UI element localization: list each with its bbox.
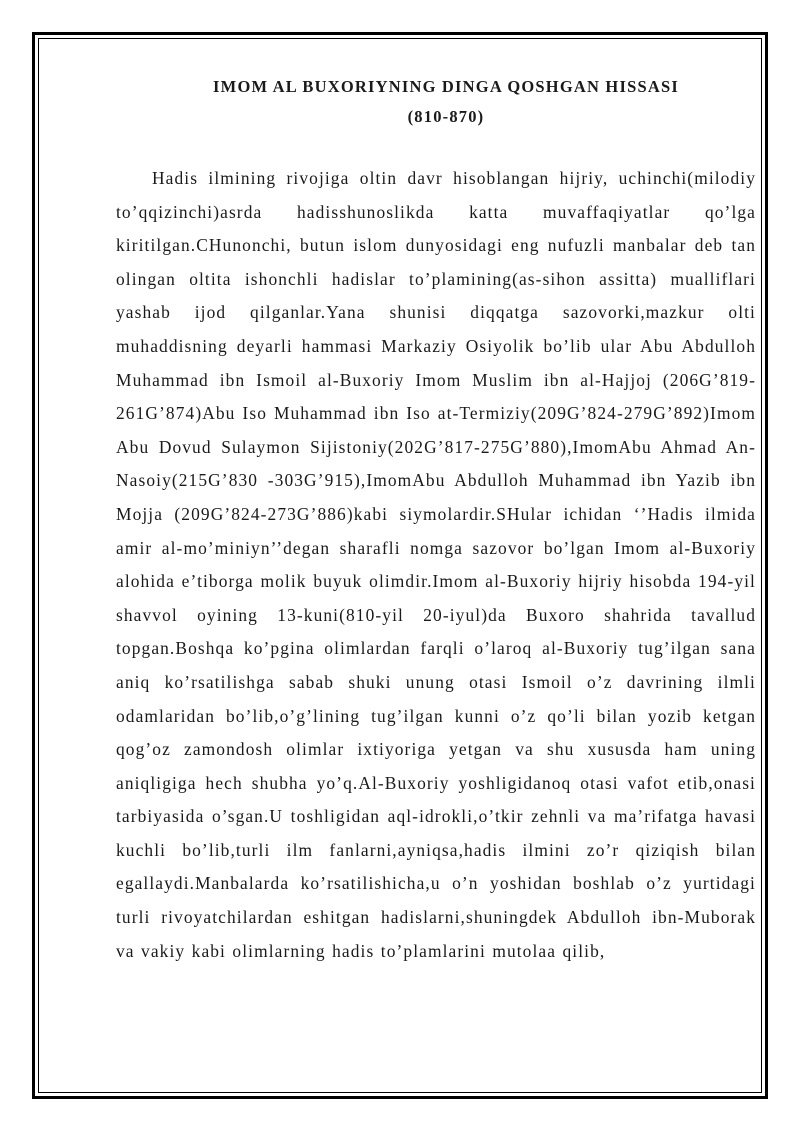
document-subtitle: (810-870) [407, 107, 485, 126]
document-body [116, 72, 756, 968]
document-paragraph: Hadis ilmining rivojiga oltin davr hisoblangan hijriy, uchinchi(milodiy to’qqizinchi)asrda hadisshunoslikda katta muvaffaqiyatlar qo’lga kiritilgan.CHunonchi, butun islom dunyosidagi eng nufuzli manbalar deb tan olingan oltita ishonchli hadislar to’plamining(as-sihon assitta) mualliflari yashab ijod qilganlar.Yana shunisi diqqatga sazovorki,mazkur olti muhaddisning deyarli hammasi Markaziy Osiyolik bo’lib ular Abu Abdulloh Muhammad ibn Ismoil al-Buxoriy Imom Muslim ibn al-Hajjoj (206G’819-261G’874)Abu Iso Muhammad ibn Iso at-Termiziy(209G’824-279G’892)Imom Abu Dovud Sulaymon Sijistoniy(202G’817-275G’880),ImomAbu Ahmad An-Nasoiy(215G’830 -303G’915),ImomAbu Abdulloh Muhammad ibn Yazib ibn Mojja (209G’824-273G’886)kabi siymolardir.SHular ichidan ‘’Hadis ilmida amir al-mo’miniyn’’degan sharafli nomga sazovor bo’lgan Imom al-Buxoriy alohida e’tiborga molik buyuk olimdir.Imom al-Buxoriy hijriy hisobda 194-yil shavvol oyining 13-kuni(810-yil 20-iyul)da Buxoro shahrida tavallud topgan.Boshqa ko’pgina olimlardan farqli o’laroq al-Buxoriy tug’ilgan sana aniq ko’rsatilishga sabab shuki unung otasi Ismoil o’z davrining ilmli odamlaridan bo’lib,o’g’lining tug’ilgan kunni o’z qo’li bilan yozib ketgan qog’oz zamondosh olimlar ixtiyoriga yetgan va shu xususda ham uning aniqligiga hech shubha yo’q.Al-Buxoriy yoshligidanoq otasi vafot etib,onasi tarbiyasida o’sgan.U toshligidan aql-idrokli,o’tkir zehnli va ma’rifatga havasi kuchli bo’lib,turli ilm fanlarni,ayniqsa,hadis ilmini zo’r qiziqish bilan egallaydi.Manbalarda ko’rsatilishicha,u o’n yoshidan boshlab o’z yurtidagi turli rivoyatchilardan eshitgan hadislarni,shuningdek Abdulloh ibn-Muborak va vakiy kabi olimlarning hadis to’plamlarini mutolaa qilib, [116, 168, 756, 961]
document-title: IMOM AL BUXORIYNING DINGA QOSHGAN HISSASI [213, 77, 679, 96]
